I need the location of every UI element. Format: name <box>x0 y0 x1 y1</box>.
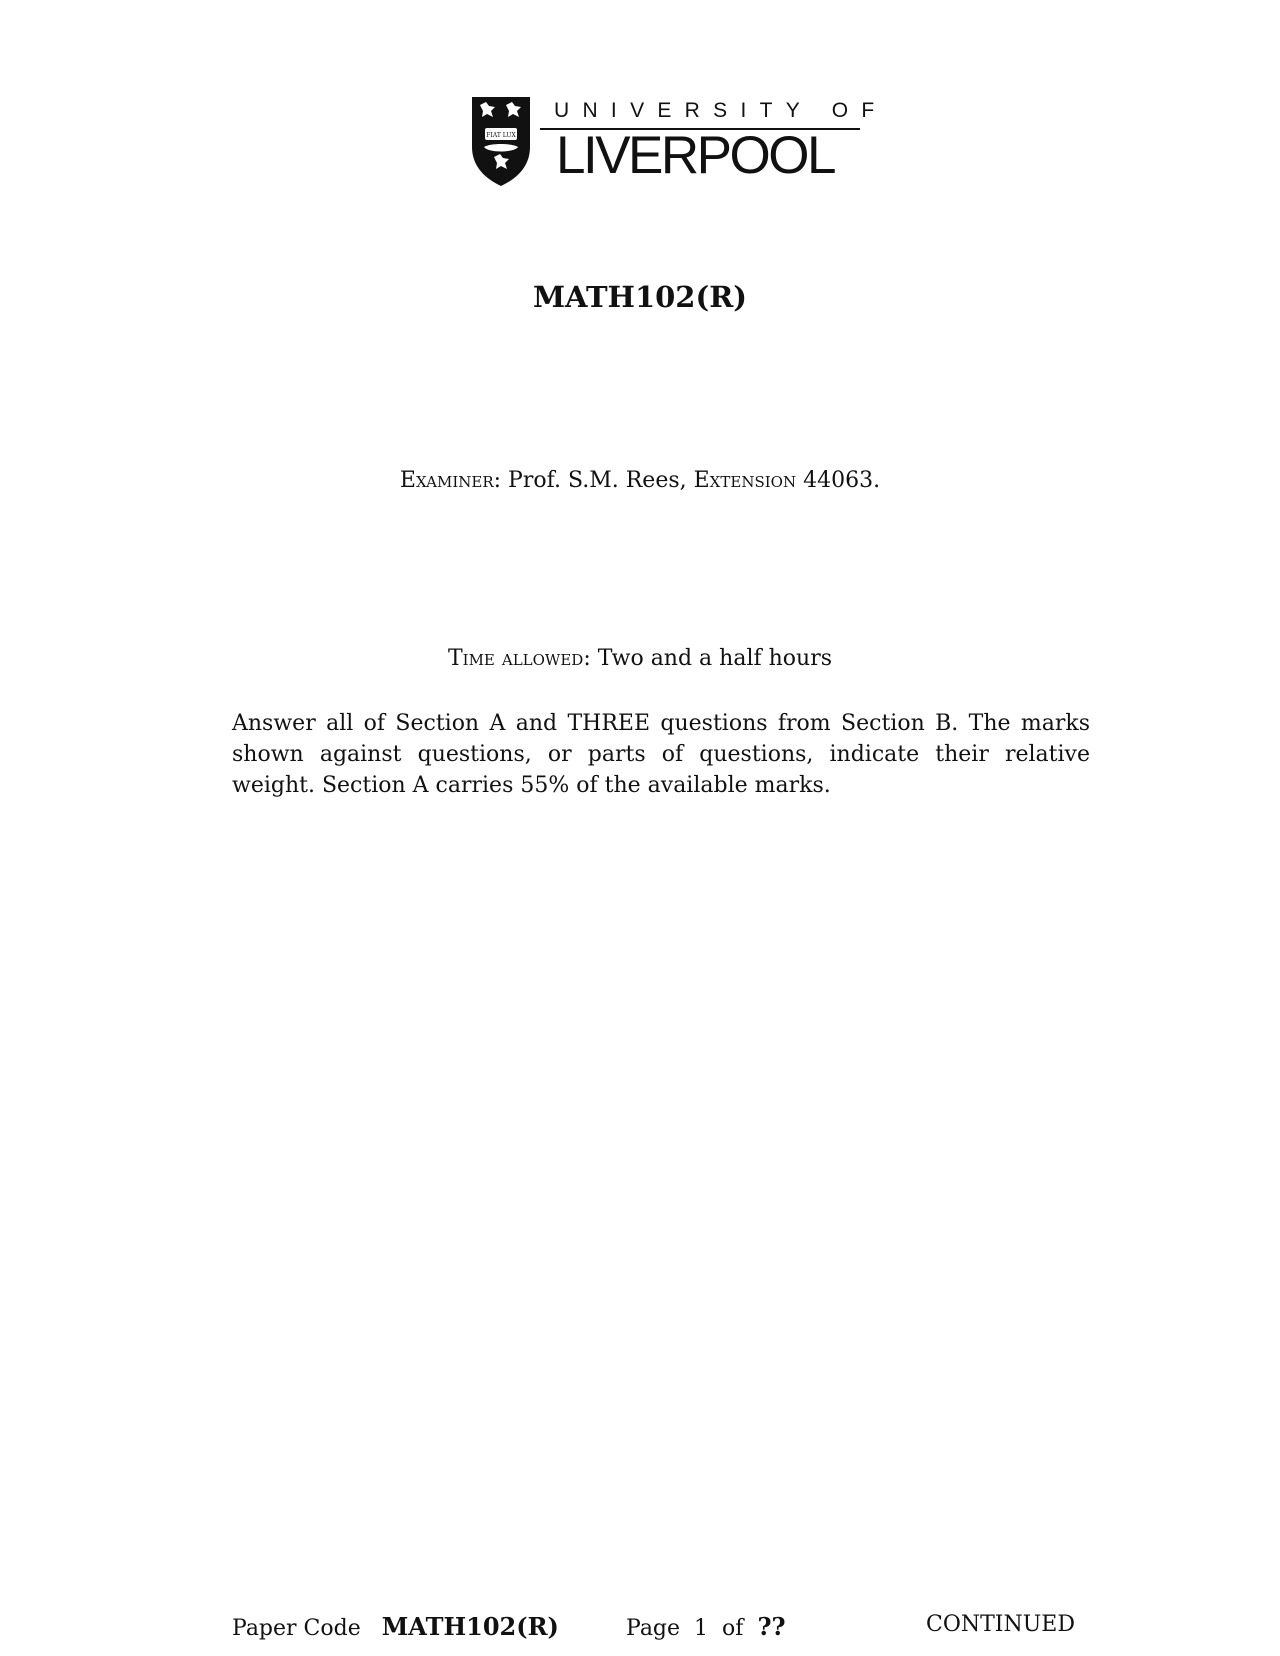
extension-number: 44063. <box>803 468 881 493</box>
examiner-name: Prof. S.M. Rees, <box>508 468 687 493</box>
university-crest-icon <box>470 95 532 187</box>
examiner-label: Examiner: <box>399 468 502 493</box>
footer-page-number <box>626 1612 786 1641</box>
footer-of-label: of <box>722 1616 744 1641</box>
extension-label: Extension <box>693 468 797 493</box>
footer-page-total: ?? <box>757 1612 786 1641</box>
logo-university-of-text: UNIVERSITY OF <box>554 99 888 122</box>
exam-instructions: Answer all of Section A and THREE questions from Section B. The marks shown against questions, or parts of questions, indicate their relative weight. Section A carries 55% of the available marks. <box>232 711 1090 798</box>
paper-title: MATH102(R) <box>532 280 748 314</box>
footer-page-label: Page <box>626 1616 681 1641</box>
examiner-line <box>0 468 1280 493</box>
time-allowed-line <box>0 646 1280 671</box>
footer-paper-code <box>232 1612 559 1641</box>
time-allowed-value: Two and a half hours <box>597 646 833 671</box>
svg-text:FIAT LUX: FIAT LUX <box>486 132 516 139</box>
time-allowed-label: Time allowed: <box>447 646 591 671</box>
university-logo <box>470 95 888 187</box>
footer-paper-code-value: MATH102(R) <box>381 1612 559 1641</box>
footer-page-current: 1 <box>694 1616 709 1641</box>
footer-paper-code-label: Paper Code <box>232 1616 361 1641</box>
footer-continued: CONTINUED <box>926 1612 1075 1637</box>
logo-liverpool-text: LIVERPOOL <box>556 126 834 185</box>
